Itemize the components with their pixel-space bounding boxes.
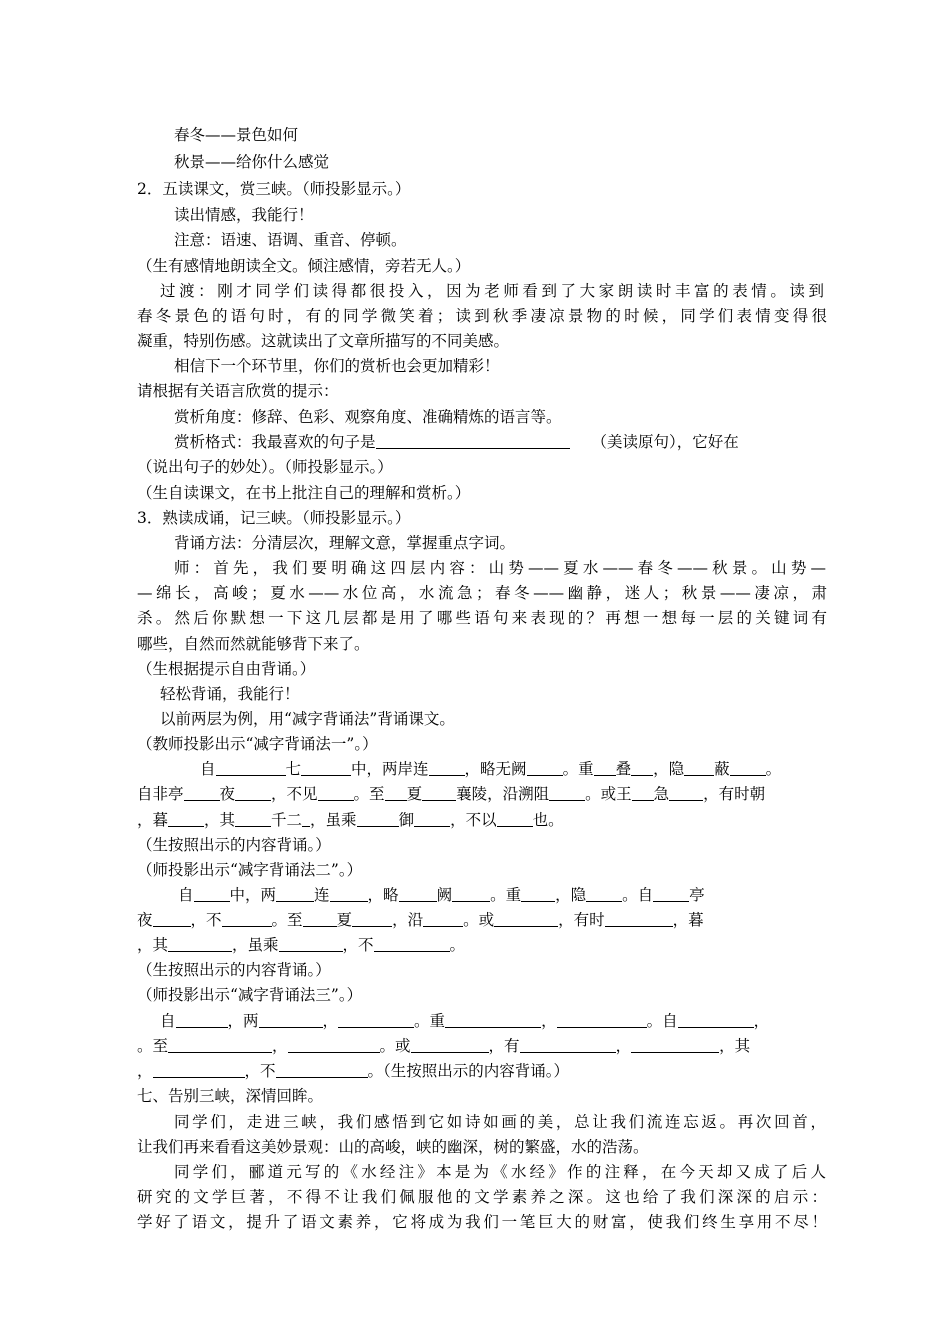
fill-blank <box>276 1062 368 1078</box>
text-segment: ，有时 <box>558 911 605 929</box>
text-segment: 。或 <box>463 911 495 929</box>
text-line: 以前两层为例，用“减字背诵法”背诵课文。 <box>160 710 455 728</box>
text-segment: 。或 <box>379 1037 411 1055</box>
text-segment: 急 <box>653 785 670 803</box>
text-segment: 也。 <box>532 811 564 829</box>
fill-blank <box>168 811 204 827</box>
text-segment: 。重 <box>414 1012 446 1030</box>
fill-blank <box>330 886 368 902</box>
text-line: 请根据有关语言欣赏的提示： <box>137 382 339 400</box>
text-segment: 。至 <box>271 911 303 929</box>
fill-blank <box>497 811 533 827</box>
fill-line <box>137 1059 827 1083</box>
text-segment: 自非亭 <box>137 785 184 803</box>
text-line: 读出情感，我能行！ <box>174 206 314 224</box>
text-segment: ，略无阙 <box>464 760 527 778</box>
fill-blank <box>445 1012 541 1028</box>
text-segment: 。或王 <box>585 785 632 803</box>
text-line: 过渡：刚才同学们读得都很投入，因为老师看到了大家朗读时丰富的表情。读到 <box>160 282 824 300</box>
fill-blank <box>194 886 230 902</box>
fill-blank <box>318 785 354 801</box>
section-heading: 2．五读课文，赏三峡。（师投影显示。） <box>137 180 411 198</box>
fill-blank <box>216 760 286 776</box>
fill-line <box>137 933 827 957</box>
fill-blank <box>422 785 456 801</box>
fill-line <box>137 908 827 932</box>
text-line: （生按照出示的内容背诵。） <box>137 961 331 979</box>
text-segment: ， <box>322 1012 339 1030</box>
text-segment: ，其 <box>204 811 236 829</box>
fill-blank <box>730 760 766 776</box>
text-segment: 夏 <box>336 911 353 929</box>
text-segment: 。 <box>765 760 782 778</box>
fill-blank <box>423 911 463 927</box>
fill-blank <box>235 811 271 827</box>
text-segment: 。至 <box>353 785 385 803</box>
fill-blank <box>521 886 555 902</box>
text-segment: 中，两 <box>229 886 277 904</box>
text-line: 赏析角度：修辞、色彩、观察角度、准确精炼的语言等。 <box>174 408 562 426</box>
text-segment: 自 <box>178 886 194 904</box>
text-segment: ，隐 <box>555 886 587 904</box>
fill-blank <box>222 911 272 927</box>
fill-blank <box>301 760 351 776</box>
text-segment: ，隐 <box>653 760 685 778</box>
fill-blank <box>235 785 271 801</box>
fill-blank <box>303 911 337 927</box>
text-segment: ，不见 <box>271 785 318 803</box>
appreciation-format-line <box>174 430 824 454</box>
fill-blank <box>153 1062 245 1078</box>
section-heading: 七、告别三峡，深情回眸。 <box>137 1087 324 1105</box>
fill-blank <box>414 811 450 827</box>
text-line: 背诵方法：分清层次，理解文意，掌握重点字词。 <box>174 534 516 552</box>
text-segment: ，略 <box>367 886 399 904</box>
fill-blank <box>411 1037 489 1053</box>
fill-blank <box>631 760 653 776</box>
text-segment: ，虽乘 <box>232 936 279 954</box>
text-line: 轻松背诵，我能行！ <box>160 685 300 703</box>
text-line: 春冬景色的语句时，有的同学微笑着；读到秋季凄凉景物的时候，同学们表情变得很 <box>137 307 827 325</box>
text-line: 让我们再来看看这美妙景观：山的高峻，峡的幽深，树的繁盛，水的浩荡。 <box>137 1138 649 1156</box>
fill-line <box>160 1009 826 1033</box>
fill-blank <box>168 936 232 952</box>
text-segment: ，有时朝 <box>703 785 766 803</box>
text-segment: ，不 <box>190 911 222 929</box>
text-line: 同学们，走进三峡，我们感悟到它如诗如画的美，总让我们流连忘返。再次回首， <box>174 1113 826 1131</box>
text-segment: ，不 <box>244 1062 276 1080</box>
text-segment: 七 <box>285 760 302 778</box>
text-segment: ，其 <box>137 936 169 954</box>
fill-line <box>178 883 826 907</box>
fill-line <box>200 757 827 781</box>
text-segment: ，两 <box>227 1012 259 1030</box>
text-line: 相信下一个环节里，你们的赏析也会更加精彩！ <box>174 357 500 375</box>
text-line: 凝重，特别伤感。这就读出了文章所描写的不同美感。 <box>137 332 510 350</box>
text-segment: 。重 <box>490 886 522 904</box>
text-segment: ，暮 <box>137 811 169 829</box>
fill-blank <box>352 911 392 927</box>
text-segment: ，不以 <box>450 811 497 829</box>
text-segment: 中，两岸连 <box>351 760 429 778</box>
text-segment: 。重 <box>562 760 594 778</box>
text-line: （生自读课文，在书上批注自己的理解和赏析。） <box>137 484 471 502</box>
text-segment: 。 <box>449 936 466 954</box>
text-segment: ， <box>272 1037 288 1055</box>
fill-blank <box>168 1037 272 1053</box>
text-segment: 。（生按照出示的内容背诵。） <box>367 1062 570 1080</box>
fill-blank <box>494 911 558 927</box>
text-line: （教师投影出示“减字背诵法一”。） <box>137 735 378 753</box>
fill-blank <box>374 936 450 952</box>
fill-blank <box>288 1037 380 1053</box>
fill-blank <box>632 785 654 801</box>
fill-line <box>137 808 827 832</box>
text-segment: ， <box>753 1012 770 1030</box>
text-segment: 。至 <box>137 1037 169 1055</box>
fill-blank <box>259 1012 323 1028</box>
text-segment: 亭 <box>689 886 705 904</box>
fill-blank <box>302 811 310 827</box>
text-line: （师投影出示“减字背诵法三”。） <box>137 986 363 1004</box>
text-segment: 夜 <box>219 785 236 803</box>
fill-blank <box>527 760 563 776</box>
text-segment: ，有 <box>488 1037 520 1055</box>
text-line: （生按照出示的内容背诵。） <box>137 836 331 854</box>
fill-blank <box>279 936 343 952</box>
text-line: （生有感情地朗读全文。倾注感情，旁若无人。） <box>137 257 471 275</box>
text-segment: ，虽乘 <box>310 811 357 829</box>
fill-blank <box>684 760 714 776</box>
fill-blank <box>184 785 220 801</box>
fill-blank <box>276 886 314 902</box>
text-segment: 。自 <box>646 1012 678 1030</box>
text-line: 师：首先，我们要明确这四层内容：山势——夏水——春冬——秋景。山势— <box>174 559 826 577</box>
text-line: 研究的文学巨著，不得不让我们佩服他的文学素养之深。这也给了我们深深的启示： <box>137 1188 827 1206</box>
fill-blank <box>631 1037 719 1053</box>
section-heading: 3．熟读成诵，记三峡。（师投影显示。） <box>137 509 411 527</box>
fill-line <box>137 1034 827 1058</box>
fill-blank <box>605 911 673 927</box>
fill-blank <box>594 760 616 776</box>
text-segment: 夜 <box>137 911 153 929</box>
text-segment: 蔽 <box>714 760 730 778</box>
text-segment: 连 <box>314 886 330 904</box>
text-segment: 夏 <box>406 785 423 803</box>
text-line: 同学们，郦道元写的《水经注》本是为《水经》作的注释，在今天却又成了后人 <box>174 1163 826 1181</box>
fill-blank <box>669 785 703 801</box>
text-line: 秋景——给你什么感觉 <box>174 153 330 171</box>
fill-blank <box>429 760 465 776</box>
fill-blank <box>399 886 437 902</box>
text-segment: 阙 <box>436 886 453 904</box>
fill-line <box>137 782 827 806</box>
fill-blank <box>557 1012 647 1028</box>
text-line: 春冬——景色如何 <box>174 126 299 144</box>
text-segment: ， <box>137 1062 153 1080</box>
fill-blank <box>385 785 407 801</box>
fill-blank <box>520 1037 616 1053</box>
text-line: （生根据提示自由背诵。） <box>137 660 316 678</box>
text-segment: 千二 <box>271 811 303 829</box>
text-line: 学好了语文，提升了语文素养，它将成为我们一笔巨大的财富，使我们终生享用不尽！ <box>137 1213 827 1231</box>
text-segment: 襄陵，沿溯阻 <box>456 785 550 803</box>
text-line: 注意：语速、语调、重音、停顿。 <box>174 231 407 249</box>
text-segment: 。自 <box>622 886 654 904</box>
text-line: （师投影出示“减字背诵法二”。） <box>137 861 363 879</box>
text-segment: 御 <box>398 811 415 829</box>
fill-blank <box>586 886 622 902</box>
fill-blank <box>653 886 689 902</box>
fill-blank <box>153 911 191 927</box>
text-segment: 赏析格式：我最喜欢的句子是 <box>174 433 376 451</box>
fill-blank <box>549 785 585 801</box>
text-segment: ，不 <box>342 936 374 954</box>
fill-blank <box>376 433 570 449</box>
text-segment: ，其 <box>719 1037 751 1055</box>
fill-blank <box>452 886 490 902</box>
text-segment: 叠 <box>615 760 632 778</box>
fill-blank <box>357 811 399 827</box>
text-line: 哪些，自然而然就能够背下来了。 <box>137 635 370 653</box>
text-segment: 自 <box>160 1012 176 1030</box>
text-line: 杀。然后你默想一下这几层都是用了哪些语句来表现的？再想一想每一层的关键词有 <box>137 609 827 627</box>
text-segment: ，暮 <box>672 911 704 929</box>
text-segment: 自 <box>200 760 216 778</box>
text-segment: ， <box>541 1012 557 1030</box>
fill-blank <box>176 1012 228 1028</box>
text-segment: （美读原句），它好在 <box>591 433 739 451</box>
text-segment: ， <box>615 1037 632 1055</box>
text-segment: ，沿 <box>392 911 424 929</box>
fill-blank <box>338 1012 414 1028</box>
text-line: （说出句子的妙处）。（师投影显示。） <box>137 458 393 476</box>
fill-blank <box>678 1012 754 1028</box>
text-line: —绵长，高峻；夏水——水位高，水流急；春冬——幽静，迷人；秋景——凄凉，肃 <box>137 584 827 602</box>
